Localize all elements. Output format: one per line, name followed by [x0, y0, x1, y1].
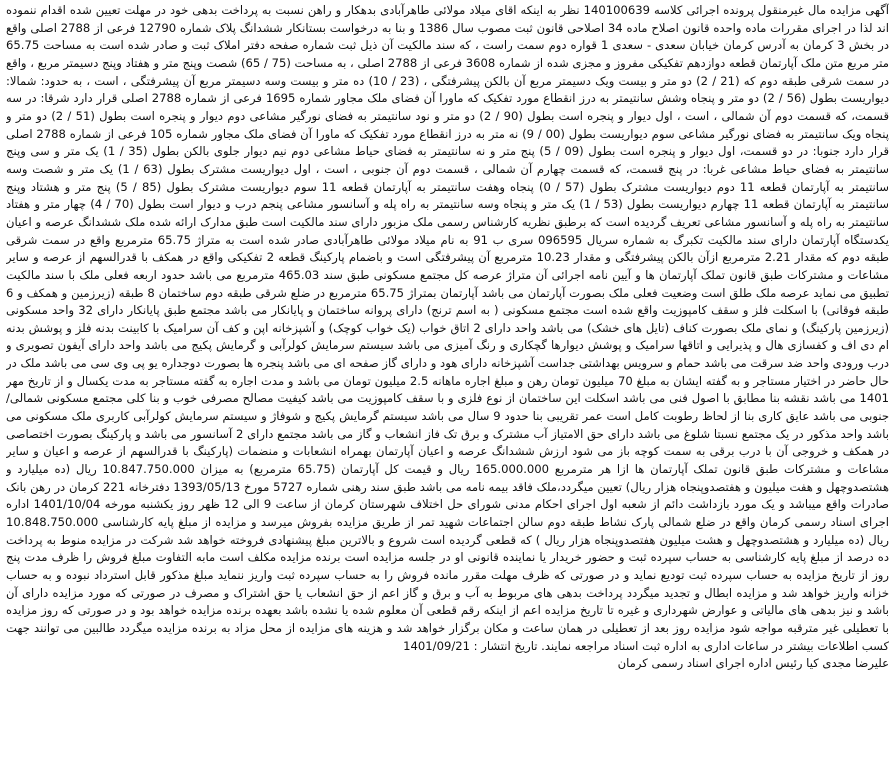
notice-body: آگهی مزایده مال غیرمنقول پرونده اجرائی کلاسه 140100639 نظر به اینکه اقای میلاد مولائی طاهرآبادی بدهکار و راهن نسبت به پرداخت بدهی خود در مهلت تعیین شده اقدام ننموده اند لذا در اجرای مقررات ماده واحده قانون اصلاح ماده 34 اصلاحی قانون ثبت مصوب سال 1386 و بنا به درخواست بستانکار ششدانگ پلاک شماره 12790 فرعی از 2788 اصلی واقع در بخش 3 کرمان به آدرس کرمان خیابان سعدی - سعدی 1 قواره دوم سمت راست ، که سند مالکیت آن ذیل ثبت شماره صفحه دفتر املاک ثبت و صادر شده است به مساحت 65.75 متر مربع متن ملک آپارتمان قطعه دوازدهم تفکیکی مفروز و مجزی شده از شماره 3608 فرعی از 2788 اصلی ، به مساحت (75 / 65) شصت وپنج متر و هفتاد وپنج دسیمتر مربع ، واقع در سمت شرقی طبقه دوم که (21 / 2) دو متر و بیست ویک دسیمتر مربع آن بالکن پیشرفتگی ، (23 / 10) ده متر و بیست وسه دسیمتر مربع آن پیشرفتگی ، است ، به حدود: شمالا: دیواریست بطول (56 / 2) دو متر و پنجاه وشش سانتیمتر به درز انقطاع مورد تفکیک که ماورا آن فضای ملک مجاور شماره 1695 فرعی از شماره 2788 اصلی قرار دارد شرقا: در سه قسمت، که قسمت دوم آن شمالی ، است ، اول دیوار و پنجره است بطول (90 / 2) دو متر و نود سانتیمتر به فضای نورگیر مشاعی دوم دیوار و پنجره است بطول (51 / 2) دو متر و پنجاه ویک سانتیمتر به فضای نورگیر مشاعی سوم دیواریست بطول (00 / 9) نه متر به درز انقطاع مورد تفکیک که ماورا آن فضای ملک مجاور شماره 105 فرعی از شماره 2788 اصلی قرار دارد جنوبا: در دو قسمت، اول دیوار و پنجره است بطول (09 / 5) پنج متر و نه سانتیمتر به فضای حیاط مشاعی دوم نیم دیوار جلوی بالکن بطول (35 / 1) یک متر و سی وپنج سانتیمتر به فضای حیاط مشاعی غربا: در پنج قسمت، که قسمت چهارم آن شمالی ، قسمت دوم آن جنوبی ، است ، اول دیواریست مشترک بطول (63 / 1) یک متر و شصت وسه سانتیمتر به آپارتمان قطعه 11 دوم دیواریست مشترک بطول (57 / 0) پنجاه وهفت سانتیمتر به آپارتمان قطعه 11 سوم دیواریست مشترک بطول (85 / 5) پنج متر و هشتاد وپنج سانتیمتر به آپارتمان قطعه 11 چهارم دیواریست بطول (53 / 1) یک متر و پنجاه وسه سانتیمتر به راه پله و آسانسور مشاعی پنجم درب و دیوار است بطول (70 / 4) چهار متر و هفتاد سانتیمتر به راه پله و آسانسور مشاعی تعریف گردیده است که برطبق نظریه کارشناس رسمی ملک مزبور دارای سند مالکیت است طبق مدارک ارائه شده ملک ششدانگ عرصه و اعیان یکدستگاه آپارتمان دارای سند مالکیت تکبرگ به شماره سریال 096595 سری ب 91 به نام میلاد مولائی طاهرآبادی صادر شده است به متراژ 65.75 مترمربع واقع در سمت شرقی طبقه دوم که مقدار 2.21 مترمربع ازآن بالکن پیشرفتگی و مقدار 10.23 مترمربع آن پیشرفتگی است و باضمام پارکینگ قطعه 2 تفکیکی واقع در همکف با قدرالسهم از عرصه و سایر مشاعات و مشترکات طبق قانون تملک آپارتمان ها و آیین نامه اجرائی آن متراژ عرصه کل مجتمع مسکونی طبق سند 465.03 مترمربع می باشد حدود اربعه فعلی ملک با سند مالکیت تطبیق می نماید عرصه ملک طلق است وضعیت فعلی ملک بصورت آپارتمان می باشد آپارتمان بمتراژ 65.75 مترمربع در ضلع شرقی طبقه دوم ساختمان 8 طبقه (زیرزمین و همکف و 6 طبقه فوقانی) با اسکلت فلز و سقف کامپوزیت واقع شده است مجتمع مسکونی ( به اسم ترنج) دارای پروانه ساختمان و پایانکار می باشد مجتمع طبق پایانکار دارای 32 واحد مسکونی (زیرزمین پارکینگ) و نمای ملک بصورت کناف (تایل های خشک) می باشد واحد دارای 2 اتاق خواب (یک خواب کوچک) و آشپزخانه اپن و کف آن سرامیک با کابینت بدنه فلز و پوشش بدنه ام دی اف و کفسازی هال و پذیرایی و اتاقها سرامیک و پوشش دیوارها گچکاری و رنگ آمیزی می باشد سیستم سرمایش کولرآبی و گرمایش پکیج می باشد واحد دارای آیفون تصویری و درب ورودی واحد ضد سرقت می باشد حمام و سرویس بهداشتی جداست آشپزخانه دارای هود و دارای گاز صفحه ای می باشد پنجره ها بصورت دوجداره یو پی وی سی می باشد ملک در حال حاضر در اختیار مستاجر و به گفته ایشان به مبلغ 70 میلیون تومان رهن و مبلغ اجاره ماهانه 2.5 میلیون تومان می باشد و مدت اجاره به گفته مستاجر به مدت یکسال و از تاریخ مهر 1401 می باشد نقشه بنا مطابق با اصول فنی می باشد اسکلت این ساختمان از نوع فلزی و با سقف کامپوزیت می باشد کیفیت مصالح مصرفی خوب و بنا کلی مجتمع مسکونی شمالی/جنوبی می باشد عایق کاری بنا از لحاظ رطوبت کامل است عمر تقریبی بنا حدود 9 سال می باشد سیستم گرمایش پکیج و شوفاژ و سیستم سرمایش کولرآبی کاربری ملک مسکونی می باشد واحد مذکور در یک مجتمع نسبتا شلوغ می باشد دارای حق الامتیاز آب مشترک و برق تک فاز انشعاب و گاز می باشد مجتمع دارای 2 آسانسور می باشد و پارکینگ بصورت اختصاصی در همکف و خروجی آن با درب برقی به سمت کوچه باز می شود ارزش ششدانگ عرصه و اعیان آپارتمان بهمراه انشعابات و منضمات (پارکینگ با قدرالسهم از عرصه و اعیان و سایر مشاعات و مشترکات طبق قانون تملک آپارتمان ها ازا هر مترمربع 165.000.000 ریال و قیمت کل آپارتمان (65.75 مترمربع) به میزان 10.847.750.000 ریال (ده میلیارد و هشتصدوچهل و هفت میلیون و هفتصدوپنجاه هزار ریال) تعیین میگردد،ملک فاقد بیمه نامه می باشد طبق سند رهنی شماره 5727 مورخ 1393/05/13 دفترخانه 221 کرمان در رهن بانک صادرات واقع میباشد و یک مورد بازداشت دائم از شعبه اول اجرای احکام مدنی شورای حل اختلاف شهرستان کرمان از ساعت 9 الی 12 ظهر روز یکشنبه مورخه 1401/10/04 اداره اجرای اسناد رسمی کرمان واقع در ضلع شمالی پارک نشاط طبقه دوم سالن اجتماعات شهید تمر از طریق مزایده بفروش میرسد و مزایده از مبلغ پایه کارشناسی 10.848.750.000 ریال (ده میلیارد و هشتصدوچهل و هشت میلیون هفتصدوپنجاه هزار ریال ) که قطعی گردیده است شروع و بالاترین مبلغ پیشنهادی فروخته خواهد شد شرکت در مزایده منوط به پرداخت ده درصد از مبلغ پایه کارشناسی به حساب سپرده ثبت و حضور خریدار یا نماینده قانونی او در جلسه مزایده است برنده مزایده مکلف است مابه التفاوت مبلغ فروش را ظرف مدت پنج روز از تاریخ مزایده به حساب سپرده ثبت تودیع نماید و در صورتی که ظرف مهلت مقرر مانده فروش را به حساب سپرده ثبت واریز ننماید مبلغ مذکور قابل استرداد نبوده و به حساب خزانه واریز خواهد شد و مزایده ابطال و تجدید میگردد پرداخت بدهی های مربوط به آب و برق و گاز اعم از حق انشعاب یا حق اشتراک و مصرف در صورتی که مورد مزایده دارای آن باشد و نیز بدهی های مالیاتی و عوارض شهرداری و غیره تا تاریخ مزایده اعم از اینکه رقم قطعی آن معلوم شده یا نشده باشد بعهده برنده مزایده خواهد بود و در صورتی که روز مزایده با تعطیلی غیر مترقبه مواجه شود مزایده روز بعد از تعطیلی در همان ساعت و مکان برگزار خواهد شد و هزینه های مزایده از محل مزاد به برنده مزایده میگردد طالبین می توانند جهت کسب اطلاعات بیشتر در ساعات اداری به اداره ثبت اسناد مراجعه نمایند. تاریخ انتشار : 1401/09/21: [6, 3, 889, 653]
notice-signature: علیرضا مجدی کیا رئیس اداره اجرای اسناد رسمی کرمان: [617, 656, 889, 671]
auction-notice: [6, 2, 889, 769]
